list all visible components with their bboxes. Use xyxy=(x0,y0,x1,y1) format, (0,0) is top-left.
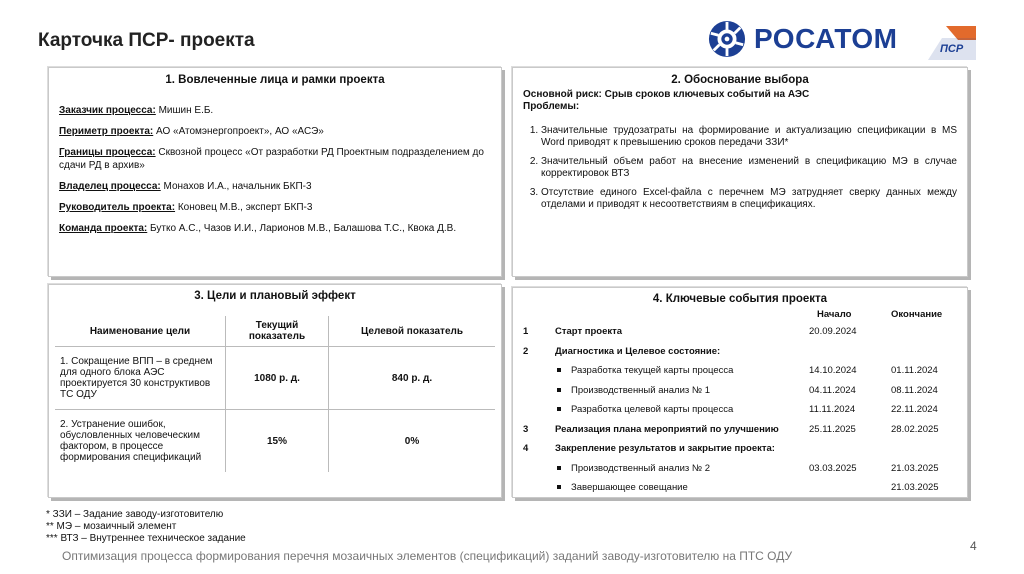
list-item: 3. Отсутствие единого Excel-файла с перечнем МЭ затрудняет сверку данных между отделами и приводят к несоответствиям в спецификациях. xyxy=(541,187,957,211)
panel-heading: 3. Цели и плановый эффект xyxy=(194,290,356,302)
footnote: * ЗЗИ – Задание заводу-изготовителю xyxy=(46,509,224,520)
list-item: 2. Значительный объем работ на внесение изменений в спецификацию МЭ в случае корректировок ВТЗ xyxy=(541,156,957,180)
event-end: 01.11.2024 xyxy=(891,365,938,376)
col-start-header: Начало xyxy=(817,309,852,320)
table-row: 2. Устранение ошибок, обусловленных человеческим фактором, в процессе формирования спецификаций 15% 0% xyxy=(55,410,495,473)
col-end-header: Окончание xyxy=(891,309,943,320)
bullet-icon xyxy=(557,388,561,392)
event-start: 11.11.2024 xyxy=(809,404,856,415)
problems-list xyxy=(523,125,957,211)
event-row xyxy=(519,460,961,480)
event-number: 2 xyxy=(523,345,529,357)
page-title: Карточка ПСР- проекта xyxy=(38,30,255,51)
event-name: Завершающее совещание xyxy=(571,482,688,493)
perimeter-line: Периметр проекта: АО «Атомэнергопроект», АО «АСЭ» xyxy=(59,126,324,137)
event-start: 14.10.2024 xyxy=(809,365,857,376)
event-end: 21.03.2025 xyxy=(891,462,939,474)
owner-line: Владелец процесса: Монахов И.А., начальник БКП-3 xyxy=(59,181,312,192)
footer-text: Оптимизация процесса формирования перечня мозаичных элементов (спецификаций) заданий заводу-изготовителю на ПТС ОДУ xyxy=(62,549,793,563)
event-name: Старт проекта xyxy=(555,326,623,337)
header-target: Целевой показатель xyxy=(329,316,496,347)
event-name: Производственный анализ № 2 xyxy=(571,462,710,474)
bullet-icon xyxy=(557,407,561,411)
footnotes xyxy=(46,509,246,545)
event-row xyxy=(519,343,961,363)
event-number: 1 xyxy=(523,326,529,337)
event-start: 04.11.2024 xyxy=(809,384,856,396)
event-row xyxy=(519,440,961,460)
event-row xyxy=(519,362,961,382)
panel-heading: 2. Обоснование выбора xyxy=(671,74,809,86)
header-goal: Наименование цели xyxy=(55,316,226,347)
event-row xyxy=(519,401,961,421)
event-name: Реализация плана мероприятий по улучшению xyxy=(555,423,779,435)
event-end: 21.03.2025 xyxy=(891,482,939,493)
event-start: 20.09.2024 xyxy=(809,326,857,337)
goals-table xyxy=(55,316,495,472)
event-row xyxy=(519,421,961,441)
footnote: *** ВТЗ – Внутреннее техническое задание xyxy=(46,533,246,544)
event-start: 03.03.2025 xyxy=(809,462,857,474)
bullet-icon xyxy=(557,368,561,372)
key-events-panel xyxy=(512,287,968,498)
event-number: 3 xyxy=(523,423,529,435)
bullet-icon xyxy=(557,485,561,489)
list-item: 1. Значительные трудозатраты на формирование и актуализацию спецификации в MS Word приводят к превышению сроков передачи ЗЗИ* xyxy=(541,125,957,149)
main-risk: Основной риск: Срыв сроков ключевых событий на АЭС xyxy=(523,89,810,100)
table-row: 1. Сокращение ВПП – в среднем для одного блока АЭС проектируется 30 конструктивов ТС ОДУ 1080 р. д. 840 р. д. xyxy=(55,347,495,410)
footnote: ** МЭ – мозаичный элемент xyxy=(46,521,177,532)
rosatom-atom-icon xyxy=(708,20,746,58)
problems-label: Проблемы: xyxy=(523,101,580,112)
event-name: Производственный анализ № 1 xyxy=(571,384,710,396)
events-list xyxy=(519,323,961,499)
event-start: 25.11.2025 xyxy=(809,423,856,435)
event-number: 4 xyxy=(523,443,529,454)
rosatom-logo xyxy=(708,20,897,58)
page-number: 4 xyxy=(970,539,977,553)
panel-heading: 4. Ключевые события проекта xyxy=(652,293,828,305)
header-current: Текущий показатель xyxy=(226,316,329,347)
event-row xyxy=(519,323,961,343)
goals-panel xyxy=(48,284,502,498)
event-name: Диагностика и Целевое состояние: xyxy=(555,345,721,357)
lead-line: Руководитель проекта: Коновец М.В., эксперт БКП-3 xyxy=(59,202,313,213)
stakeholders-panel xyxy=(48,67,502,277)
customer-line: Заказчик процесса: Мишин Е.Б. xyxy=(59,105,214,116)
rosatom-logo-text: РОСАТОМ xyxy=(754,23,898,54)
event-name: Разработка текущей карты процесса xyxy=(571,365,734,376)
event-end: 28.02.2025 xyxy=(891,423,939,435)
event-row xyxy=(519,479,961,499)
panel-heading: 1. Вовлеченные лица и рамки проекта xyxy=(165,74,385,86)
event-name: Закрепление результатов и закрытие проекта: xyxy=(555,443,775,454)
boundaries-line: Границы процесса: Сквозной процесс «От разработки РД Проектным подразделением до сдачи РД в архив» xyxy=(59,147,484,171)
bullet-icon xyxy=(557,466,561,470)
event-end: 22.11.2024 xyxy=(891,404,938,415)
justification-panel xyxy=(512,67,968,277)
event-name: Разработка целевой карты процесса xyxy=(571,404,734,415)
psr-badge-text: ПСР xyxy=(940,43,964,55)
event-row xyxy=(519,382,961,402)
event-end: 08.11.2024 xyxy=(891,384,938,396)
team-line: Команда проекта: Бутко А.С., Чазов И.И., Ларионов М.В., Балашова Т.С., Квока Д.В. xyxy=(59,223,457,234)
